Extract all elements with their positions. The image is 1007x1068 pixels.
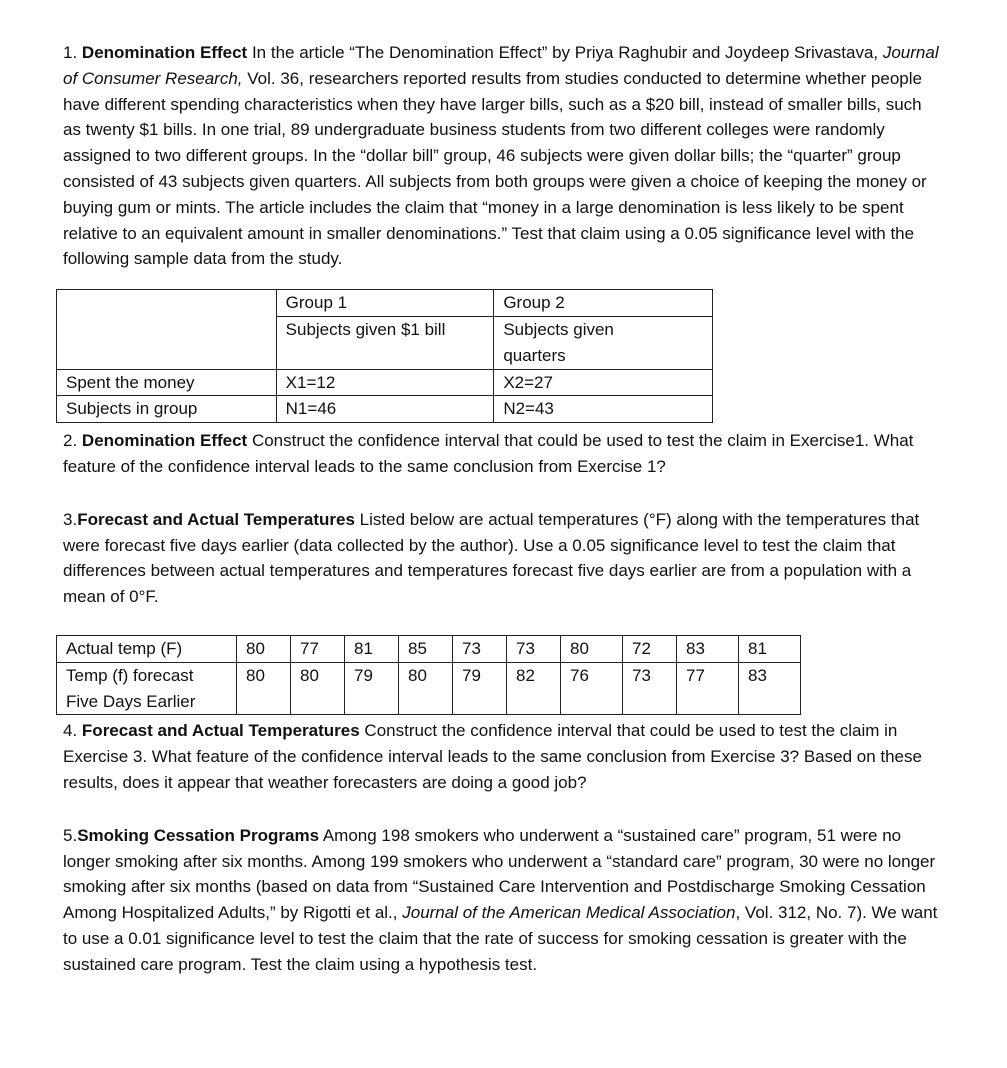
table1-group2-label: Group 2	[494, 290, 713, 317]
question-1-journal: Journal of Consumer Research,	[63, 43, 939, 88]
forecast-temp-value: 73	[623, 662, 677, 715]
table1-row1-group1: X1=12	[276, 369, 494, 396]
question-1-text-a: In the article “The Denomination Effect” by Priya Raghubir and Joydeep Srivastava,	[247, 43, 883, 62]
question-4	[63, 718, 943, 795]
table1-group1-label: Group 1	[276, 290, 494, 317]
question-2	[63, 428, 943, 480]
question-4-text: Construct the confidence interval that could be used to test the claim in Exercise 3. What feature of the confidence interval leads to the same conclusion from Exercise 3? Based on these results, does it appear that weather forecasters are doing a good job?	[63, 721, 922, 792]
question-1-number: 1.	[63, 43, 78, 62]
actual-temp-value: 77	[291, 635, 345, 662]
question-1	[63, 40, 943, 272]
question-3-number: 3.	[63, 509, 78, 529]
question-1-title: Denomination Effect	[81, 43, 248, 62]
forecast-temp-value: 80	[399, 662, 453, 715]
actual-temp-value: 83	[677, 635, 739, 662]
question-2-number: 2.	[63, 431, 78, 451]
question-3-text: Listed below are actual temperatures (°F) along with the temperatures that were forecast five days earlier (data collected by the author). Use a 0.05 significance level to test the claim that differences between actual temperatures and temperatures forecast five days earlier are from a population with a mean of 0°F.	[63, 509, 920, 607]
question-5-text-a: Among 198 smokers who underwent a “sustained care” program, 51 were no longer smoking after six months. Among 199 smokers who underwent a “standard care” program, 30 were no longer smoking after six months (based on data from “Sustained Care Intervention and Postdischarge Smoking Cessation Among Hospitalized Adults,” by Rigotti et al.,	[63, 825, 936, 923]
forecast-temp-label-line2: Five Days Earlier	[66, 691, 196, 711]
table1-row2-group2: N2=43	[494, 396, 713, 423]
table1-group2-desc-line2: quarters	[503, 345, 566, 365]
table1-group2-desc-line1: Subjects given	[503, 319, 614, 339]
question-2-title: Denomination Effect	[81, 431, 248, 451]
question-2-text: Construct the confidence interval that could be used to test the claim in Exercise1. What feature of the confidence interval leads to the same conclusion from Exercise 1?	[63, 431, 914, 476]
actual-temp-value: 81	[345, 635, 399, 662]
question-5-journal: Journal of the American Medical Association	[402, 903, 736, 923]
forecast-temp-value: 79	[345, 662, 399, 715]
question-4-number: 4.	[63, 721, 78, 741]
forecast-temp-row	[57, 662, 801, 715]
question-5-number: 5.	[63, 825, 78, 845]
table1-corner-cell	[57, 290, 277, 317]
question-3	[63, 507, 943, 610]
forecast-temp-label	[57, 662, 237, 715]
actual-temp-value: 80	[237, 635, 291, 662]
forecast-temp-value: 83	[739, 662, 801, 715]
table1-row1-group2: X2=27	[494, 369, 713, 396]
forecast-temp-value: 77	[677, 662, 739, 715]
question-5	[63, 823, 943, 978]
forecast-temp-value: 76	[561, 662, 623, 715]
table1-row2-group1: N1=46	[276, 396, 494, 423]
actual-temp-label: Actual temp (F)	[57, 635, 237, 662]
denomination-table	[56, 289, 713, 423]
forecast-temp-value: 79	[453, 662, 507, 715]
forecast-temp-label-line1: Temp (f) forecast	[66, 665, 194, 685]
table1-group1-desc: Subjects given $1 bill	[276, 316, 494, 369]
temperature-table	[56, 635, 801, 715]
question-3-title: Forecast and Actual Temperatures	[77, 509, 355, 529]
actual-temp-row	[57, 635, 801, 662]
actual-temp-value: 72	[623, 635, 677, 662]
table1-group2-desc	[494, 316, 713, 369]
actual-temp-value: 73	[453, 635, 507, 662]
question-1-text-b: Vol. 36, researchers reported results from studies conducted to determine whether people have different spending characteristics when they have larger bills, such as a $20 bill, instead of smaller bills, such as twenty $1 bills. In one trial, 89 undergraduate business students from two different colleges were randomly assigned to two different groups. In the “dollar bill” group, 46 subjects were given dollar bills; the “quarter” group consisted of 43 subjects given quarters. All subjects from both groups were given a choice of keeping the money or buying gum or mints. The article includes the claim that “money in a large denomination is less likely to be spent relative to an equivalent amount in smaller denominations.” Test that claim using a 0.05 significance level with the following sample data from the study.	[63, 68, 927, 269]
document-page	[63, 40, 943, 978]
question-5-text-b: , Vol. 312, No. 7). We want to use a 0.01 significance level to test the claim that the rate of success for smoking cessation is greater with the sustained care program. Test the claim using a hypothesis test.	[63, 903, 938, 974]
question-5-title: Smoking Cessation Programs	[77, 825, 320, 845]
actual-temp-value: 81	[739, 635, 801, 662]
forecast-temp-value: 80	[237, 662, 291, 715]
actual-temp-value: 73	[507, 635, 561, 662]
actual-temp-value: 80	[561, 635, 623, 662]
forecast-temp-value: 80	[291, 662, 345, 715]
forecast-temp-value: 82	[507, 662, 561, 715]
table1-row1-label: Spent the money	[57, 369, 277, 396]
question-4-title: Forecast and Actual Temperatures	[81, 721, 360, 741]
table1-row2-label: Subjects in group	[57, 396, 277, 423]
actual-temp-value: 85	[399, 635, 453, 662]
table1-corner-cell-lower	[57, 316, 277, 369]
